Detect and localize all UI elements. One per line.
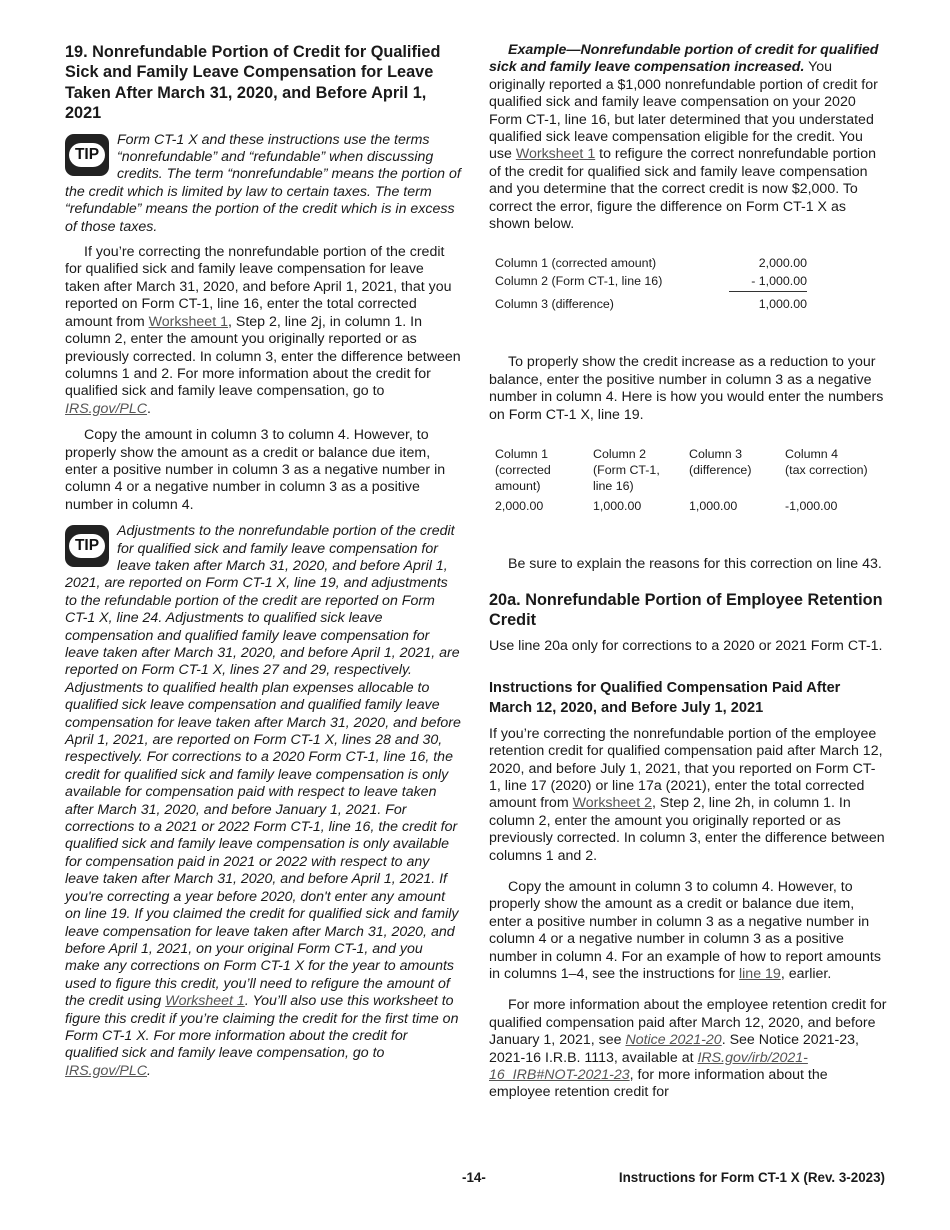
instructions-heading: Instructions for Qualified Compensation Paid After March 12, 2020, and Before July 1, 2021	[489, 679, 841, 716]
tip-box-1	[65, 132, 461, 236]
table-row: Column 3 (difference) 1,000.00	[495, 296, 807, 312]
section-19-heading: 19. Nonrefundable Portion of Credit for Qualified Sick and Family Leave Compensation for Leave Taken After March 31, 2020, and Before April 1, 2021	[65, 43, 441, 123]
worksheet-1-link[interactable]: Worksheet 1	[165, 993, 245, 1010]
table-row: Column 1 (corrected amount) 2,000.00	[495, 256, 807, 271]
right-column	[489, 42, 887, 1111]
tip-1-text: Form CT-1 X and these instructions use the terms “nonrefundable” and “refundable” when discussing credits. The term “nonrefundable” means the portion of the credit which is limited by law to certain taxes. The term “refundable” means the portion of the credit which is in excess of those taxes.	[65, 131, 461, 235]
paragraph-explain: Be sure to explain the reasons for this correction on line 43.	[508, 556, 882, 573]
paragraph-20a: Use line 20a only for corrections to a 2020 or 2021 Form CT-1.	[489, 638, 883, 655]
irb-link[interactable]: IRS.gov/irb/2021-16_IRB#NOT-2021-23	[489, 1049, 808, 1084]
irs-plc-link[interactable]: IRS.gov/PLC	[65, 1062, 148, 1079]
line-19-table	[495, 446, 885, 514]
paragraph-show-increase: To properly show the credit increase as a reduction to your balance, enter the positive number in column 3 as a negative number in column 4. Here is how you would enter the numbers on Form CT-1 X, line 19.	[489, 354, 884, 423]
paragraph-ert-correcting: If you’re correcting the nonrefundable portion of the employee retention credit for qualified compensation paid after March 12, 2020, and before July 1, 2021, that you reported on Form CT-1, line 17 (2020) or line 17a (2021), enter the total corrected amount from Worksheet 2, Step 2, line 2h, in column 1. In column 2, enter the amount you originally reported or as previously corrected. In column 3, enter the difference between columns 1 and 2.	[489, 725, 885, 864]
paragraph-copy-amount: Copy the amount in column 3 to column 4. However, to properly show the amount as a credit or balance due item, enter a positive number in column 3 as a negative number in column 4 or a negative number in column 3 as a positive number in column 4.	[65, 427, 446, 513]
table-header-row: Column 1 (corrected amount) Column 2 (Form CT-1, line 16) Column 3 (difference) Column 4 (tax correction)	[495, 447, 868, 494]
tip-icon: TIP	[65, 525, 109, 567]
worksheet-2-link[interactable]: Worksheet 2	[572, 795, 652, 812]
table-row: 2,000.00 1,000.00 1,000.00 -1,000.00	[495, 499, 838, 514]
section-20a-heading: 20a. Nonrefundable Portion of Employee Retention Credit	[489, 590, 883, 629]
worksheet-1-link[interactable]: Worksheet 1	[148, 313, 228, 330]
example-heading: Example—Nonrefundable portion of credit for qualified sick and family leave compensation increased.	[489, 42, 879, 76]
tip-box-2: TIP Adjustments to the nonrefundable portion of the credit for qualified sick and family leave compensation for leave taken after March 31, 2020, and before April 1, 2021, are reported on Form CT-1 X, line 19, and adjustments to the refundable portion of the credit are reported on Form CT-1 X, line 24. Adjustments to qualified sick leave compensation and qualified family leave compensation for leave taken after March 31, 2020, and before April 1, 2021, are reported on Form CT-1 X, lines 27 and 29, respectively. Adjustments to qualified health plan expenses allocable to qualified sick leave compensation and qualified family leave compensation for leave taken after March 31, 2020, and before April 1, 2021, are reported on Form CT-1 X, lines 28 and 30, respectively. For corrections to a 2020 Form CT-1, line 16, the credit for qualified sick and family leave compensation is only available for compensation paid with respect to leave taken after March 31, 2020, and before January 1, 2021. For corrections to a 2021 or 2022 Form CT-1, line 16, the credit for qualified sick and family leave compensation is only available for compensation paid in 2021 or 2022 with respect to any leave taken after March 31, 2020, and before April 1, 2021. If you're correcting a year before 2020, don't enter any amount on line 19. If you claimed the credit for qualified sick and family leave compensation for leave taken after March 31, 2020, and before April 1, 2021, on your original Form CT-1, and you make any corrections on Form CT-1 X for the year to amounts used to figure this credit, you’ll need to refigure the amount of the credit using Worksheet 1. You’ll also use this worksheet to figure this credit if you’re claiming the credit for the first time on Form CT-1 X. For more information about the credit for qualified sick and family leave compensation, go to IRS.gov/PLC.	[65, 523, 461, 1079]
worksheet-1-link[interactable]: Worksheet 1	[515, 146, 596, 163]
tip-icon: TIP	[65, 134, 109, 176]
line-19-link[interactable]: line 19	[739, 966, 781, 982]
paragraph-correcting: If you’re correcting the nonrefundable portion of the credit for qualified sick and family leave compensation for leave taken after March 31, 2020, and before April 1, 2021, that you reported on Form CT-1, line 16, enter the total corrected amount from Worksheet 1, Step 2, line 2j, in column 1. In column 2, enter the amount you originally reported or as previously corrected. In column 3, enter the difference between columns 1 and 2. For more information about the credit for qualified sick and family leave compensation, go to IRS.gov/PLC.	[65, 244, 461, 417]
notice-2021-20-link[interactable]: Notice 2021-20	[625, 1032, 722, 1049]
irs-plc-link[interactable]: IRS.gov/PLC	[65, 400, 148, 417]
difference-table	[495, 255, 807, 314]
footer-form-title: Instructions for Form CT-1 X (Rev. 3-2023)	[618, 1170, 885, 1185]
left-column	[65, 42, 461, 1088]
paragraph-ert-copy: Copy the amount in column 3 to column 4. However, to properly show the amount as a credit or balance due item, enter a positive number in column 3 as a negative number in column 4 or a negative number in column 3 as a positive number in column 4. For an example of how to report amounts in columns 1–4, see the instructions for line 19, earlier.	[489, 878, 881, 982]
table-row: Column 2 (Form CT-1, line 16) - 1,000.00	[495, 273, 807, 292]
page-number: -14-	[462, 1170, 486, 1185]
paragraph-more-info: For more information about the employee retention credit for qualified compensation paid after March 12, 2020, and before January 1, 2021, see Notice 2021-20. See Notice 2021-23, 2021-16 I.R.B. 1113, available at IRS.gov/irb/2021-16_IRB#NOT-2021-23, for more information about the employee retention credit for	[489, 997, 887, 1101]
example-paragraph: Example—Nonrefundable portion of credit for qualified sick and family leave compensation increased. You originally reported a $1,000 nonrefundable portion of credit for qualified sick and family leave compensation on your 2020 Form CT-1, line 16, but later determined that you understated qualified sick leave compensation eligible for the credit. You use Worksheet 1 to refigure the correct nonrefundable portion of the credit for qualified sick and family leave compensation and you determine that the correct credit is now $2,000. To correct the error, figure the difference on Form CT-1 X as shown below.	[489, 42, 879, 233]
tip-2-text: Adjustments to the nonrefundable portion of the credit for qualified sick and family leave compensation for leave taken after March 31, 2020, and before April 1, 2021, are reported on Form CT-1 X, line 19, and adjustments to the refundable portion of the credit are reported on Form CT-1 X, line 24. Adjustments to qualified sick leave compensation and qualified family leave compensation for leave taken after March 31, 2020, and before April 1, 2021, are reported on Form CT-1 X, lines 27 and 29, respectively. Adjustments to qualified health plan expenses allocable to qualified sick leave compensation and qualified family leave compensation for leave taken after March 31, 2020, and before April 1, 2021, are reported on Form CT-1 X, lines 28 and 30, respectively. For corrections to a 2020 Form CT-1, line 16, the credit for qualified sick and family leave compensation is only available for compensation paid with respect to leave taken after March 31, 2020, and before January 1, 2021. For corrections to a 2021 or 2022 Form CT-1, line 16, the credit for qualified sick and family leave compensation is only available for compensation paid in 2021 or 2022 with respect to any leave taken after March 31, 2020, and before April 1, 2021. If you're correcting a year before 2020, don't enter any amount on line 19. If you claimed the credit for qualified sick and family leave compensation for leave taken after March 31, 2020, and before April 1, 2021, on your original Form CT-1, and you make any corrections on Form CT-1 X for the year to amounts used to figure this credit, you’ll need to refigure the amount of the credit using	[65, 523, 461, 1010]
